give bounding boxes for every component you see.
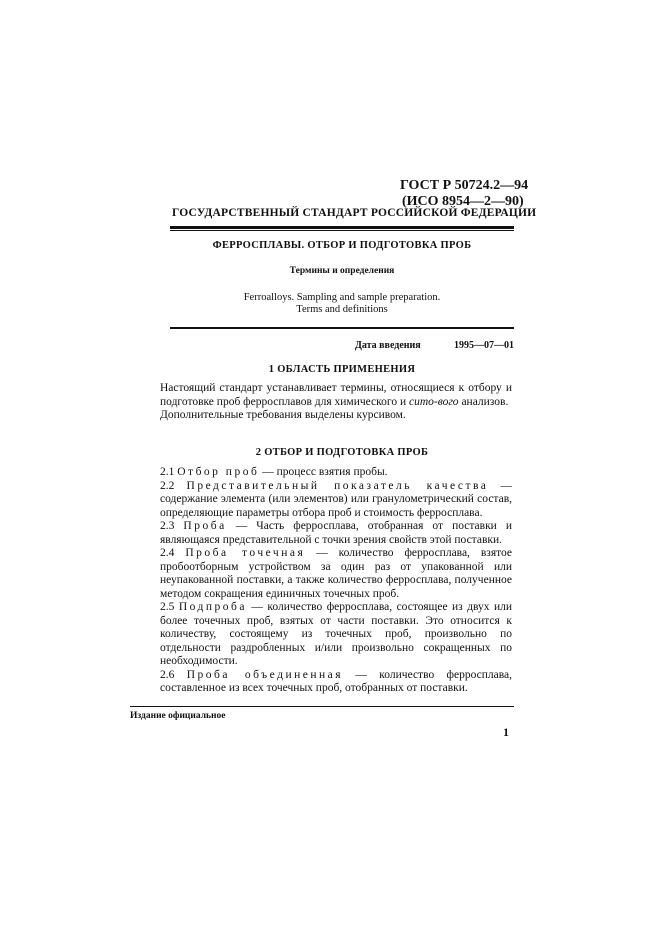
- item-definition: — количество ферросплава, составленное из всех точечных проб, отобранных от поставки.: [160, 668, 513, 694]
- section1-italic-term: сито-вого: [408, 395, 459, 408]
- item-number: 2.2: [160, 479, 175, 492]
- definition-item: [160, 480, 512, 521]
- intro-date-label: Дата введения: [355, 340, 421, 351]
- item-number: 2.5: [160, 601, 175, 613]
- item-definition: — Часть ферросплава, отобранная от поставки и являющаяся представительной с точки зрения свойств этой поставки.: [160, 520, 512, 546]
- definition-item: [160, 520, 512, 547]
- section1-heading: 1 ОБЛАСТЬ ПРИМЕНЕНИЯ: [268, 364, 416, 375]
- item-number: 2.4: [160, 547, 175, 559]
- item-term: Отбор проб: [177, 466, 260, 478]
- document-subtitle: Термины и определения: [289, 266, 395, 276]
- english-title-line1: Ferroalloys. Sampling and sample preparation.: [243, 292, 441, 303]
- item-definition: — процесс взятия пробы.: [259, 466, 388, 478]
- page-number: 1: [503, 725, 509, 739]
- english-title: [170, 292, 514, 316]
- item-term: Проба: [183, 520, 227, 532]
- header-rule-thin: [170, 230, 514, 231]
- section1-body: [160, 382, 512, 423]
- gost-number-block: [400, 178, 528, 210]
- item-term: Проба точечная: [185, 547, 306, 559]
- english-title-line2: Terms and definitions: [296, 304, 388, 315]
- section1-paragraph2: Дополнительные требования выделены курсивом.: [160, 409, 406, 421]
- document-title: ФЕРРОСПЛАВЫ. ОТБОР И ПОДГОТОВКА ПРОБ: [212, 240, 472, 251]
- item-number: 2.3: [160, 520, 175, 532]
- intro-date-value: 1995—07—01: [454, 340, 514, 351]
- item-definition: — содержание элемента (или элементов) или гранулометрический состав, определяющие параметры отбора проб и стоимость ферросплава.: [160, 479, 513, 519]
- header-rule-thick: [170, 226, 514, 229]
- item-definition: — количество ферросплава, взятое пробоотборным устройством за один раз от упакованной или неупакованной поставки, а также количество ферросплава, полученное методом сокращения единичных точечных проб.: [160, 547, 513, 600]
- section1-text-b: анализов.: [458, 395, 509, 408]
- edition-note: Издание официальное: [130, 711, 226, 721]
- definition-item: [160, 466, 512, 480]
- item-definition: — количество ферросплава, состоящее из двух или более точечных проб, взятых от части поставки. Это относится к количеству, состоящему из точечных проб, произвольно по отдельности раздробленных и/или произвольно сокращенных по необходимости.: [160, 601, 512, 667]
- iso-number: (ИСО 8954—2—90): [402, 194, 524, 209]
- section2-body: [160, 466, 512, 696]
- item-number: 2.1: [160, 466, 175, 478]
- section2-heading: 2 ОТБОР И ПОДГОТОВКА ПРОБ: [255, 447, 429, 458]
- section1-paragraph1: [160, 382, 512, 409]
- definition-item: [160, 547, 512, 601]
- state-standard-heading: ГОСУДАРСТВЕННЫЙ СТАНДАРТ РОССИЙСКОЙ ФЕДЕРАЦИИ: [172, 207, 537, 219]
- gost-number: ГОСТ Р 50724.2—94: [400, 178, 529, 193]
- title-rule: [170, 327, 514, 329]
- footer-rule: [130, 706, 514, 707]
- item-term: Проба объединенная: [186, 668, 344, 681]
- item-number: 2.6: [160, 668, 175, 681]
- section1-text-a: Настоящий стандарт устанавливает термины, относящиеся к отбору и подготовке проб ферросплавов для химического и: [160, 382, 512, 408]
- definition-item: [160, 669, 512, 696]
- item-term: Подпроба: [178, 601, 247, 613]
- definition-item: [160, 601, 512, 669]
- item-term: Представительный показатель качества: [186, 479, 489, 492]
